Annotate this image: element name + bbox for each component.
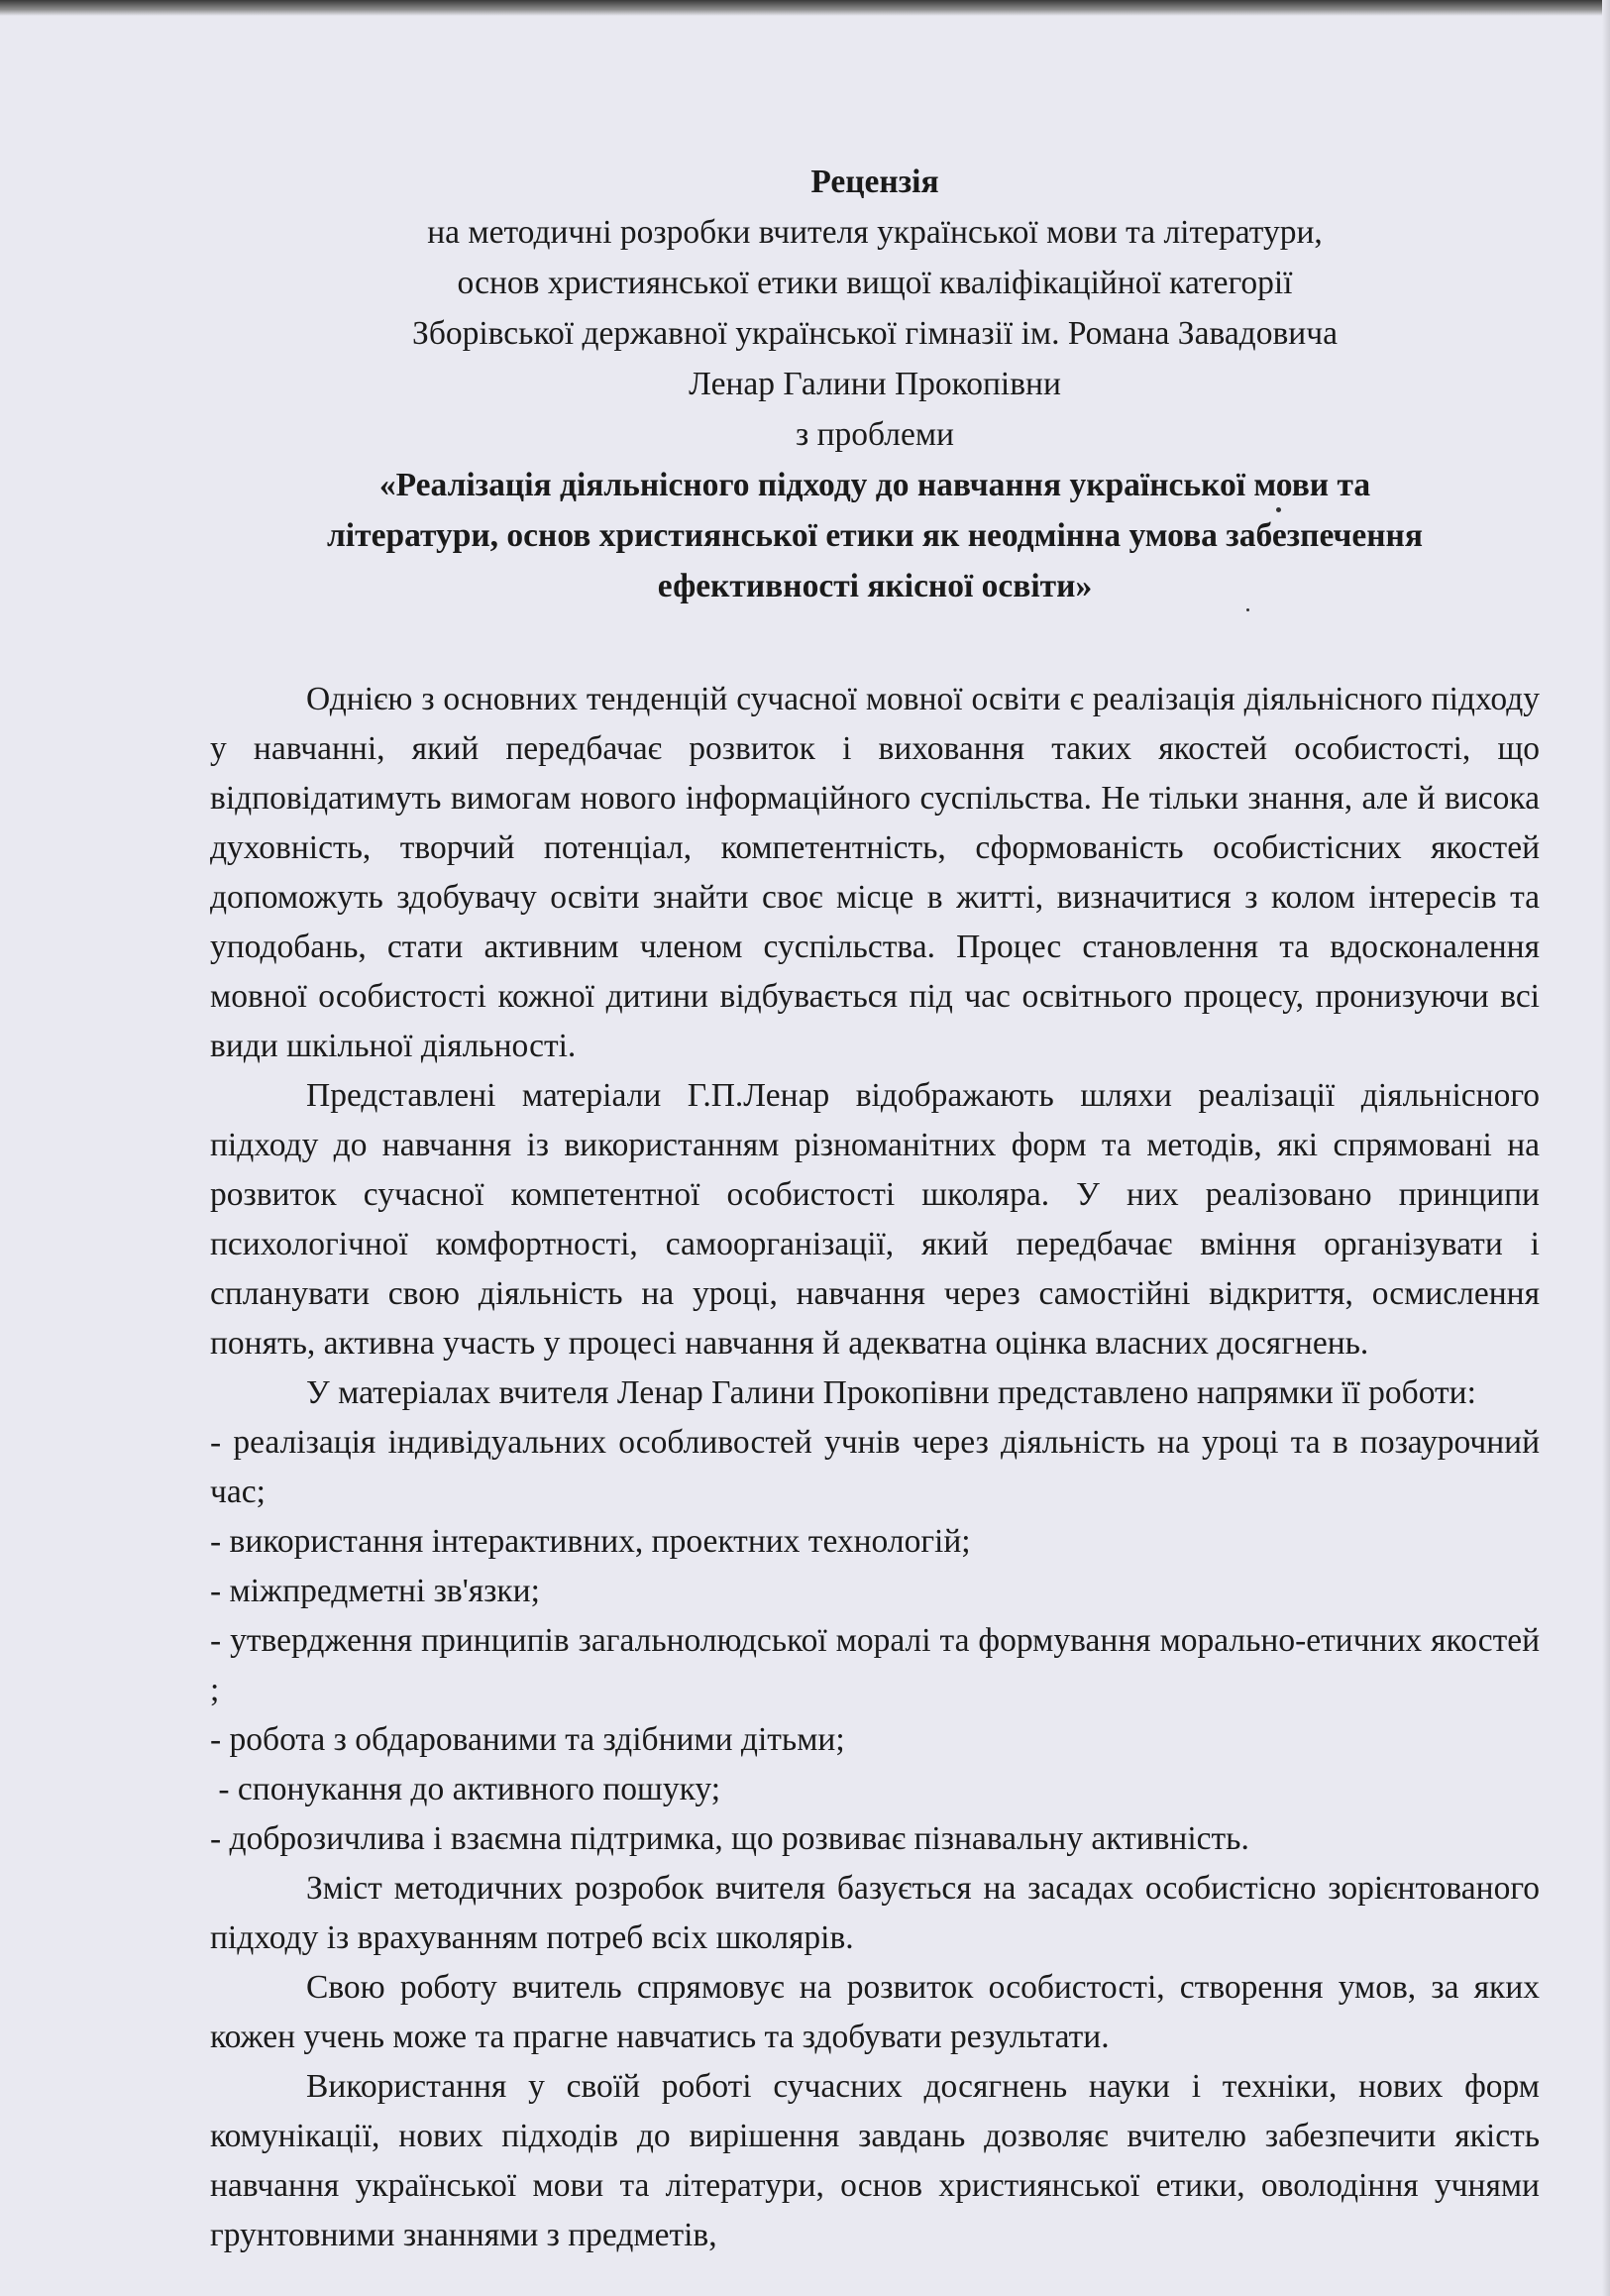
scan-speck xyxy=(1276,507,1281,512)
body-paragraph: Однією з основних тенденцій сучасної мовної освіти є реалізація діяльнісного підходу у навчанні, який передбачає розвиток і виховання таких якостей особистості, що відповідатимуть вимогам нового інформаційного суспільства. Не тільки знання, але й висока духовність, творчий потенціал, компетентність, сформованість особистісних якостей допоможуть здобувачу освіти знайти своє місце в житті, визначитися з колом інтересів та уподобань, стати активним членом суспільства. Процес становлення та вдосконалення мовної особистості кожної дитини відбувається під час освітнього процесу, пронизуючи всі види шкільної діяльності. xyxy=(210,681,1540,1064)
subtitle-line: основ християнської етики вищої кваліфікаційної категорії xyxy=(457,265,1293,301)
document-title: Рецензія xyxy=(810,164,939,200)
list-item: - реалізація індивідуальних особливостей учнів через діяльність на уроці та в позаурочний час; xyxy=(210,1424,1540,1510)
body-paragraph: Свою роботу вчитель спрямовує на розвиток особистості, створення умов, за яких кожен учень може та прагне навчатись та здобувати результати. xyxy=(210,1969,1540,2055)
body-paragraph: Використання у своїй роботі сучасних досягнень науки і техніки, нових форм комунікації, нових підходів до вирішення завдань дозволяє вчителю забезпечити якість навчання української мови та літератури, основ християнської етики, оволодіння учнями грунтовними знаннями з предметів, xyxy=(210,2068,1540,2253)
document-heading xyxy=(210,157,1540,611)
topic-line: літератури, основ християнської етики як неодмінна умова забезпечення xyxy=(327,517,1423,554)
list-item: - робота з обдарованими та здібними дітьми; xyxy=(210,1721,845,1758)
directions-list xyxy=(210,1418,1540,1864)
list-item: - спонукання до активного пошуку; xyxy=(210,1771,721,1807)
list-item: - утвердження принципів загальнолюдської моралі та формування морально-етичних якостей ; xyxy=(210,1622,1540,1708)
subtitle-line: Зборівської державної української гімназії ім. Романа Завадовича xyxy=(412,315,1338,352)
list-item: - міжпредметні зв'язки; xyxy=(210,1573,540,1609)
teacher-name: Ленар Галини Прокопівни xyxy=(689,366,1061,402)
list-item: - використання інтерактивних, проектних технологій; xyxy=(210,1523,971,1560)
topic-line: «Реалізація діяльнісного підходу до навчання української мови та xyxy=(378,467,1371,503)
subtitle-line: на методичні розробки вчителя української мови та літератури, xyxy=(427,214,1323,251)
body-paragraph: Представлені матеріали Г.П.Ленар відображають шляхи реалізації діяльнісного підходу до навчання із використанням різноманітних форм та методів, які спрямовані на розвиток сучасної компетентної особистості школяра. У них реалізовано принципи психологічної комфортності, самоорганізації, який передбачає вміння організувати і спланувати свою діяльність на уроці, навчання через самостійні відкриття, осмислення понять, активна участь у процесі навчання й адекватна оцінка власних досягнень. xyxy=(210,1077,1540,1362)
scan-top-edge xyxy=(0,0,1610,16)
scan-speck xyxy=(1246,608,1249,611)
review-document xyxy=(210,157,1540,2260)
body-paragraph: Зміст методичних розробок вчителя базується на засадах особистісно зорієнтованого підходу із врахуванням потреб всіх школярів. xyxy=(210,1870,1540,1956)
subtitle-line: з проблеми xyxy=(796,416,954,453)
scan-right-edge xyxy=(1602,0,1610,2296)
topic-line: ефективності якісної освіти» xyxy=(657,568,1093,604)
body-paragraph: У матеріалах вчителя Ленар Галини Прокопівни представлено напрямки її роботи: xyxy=(306,1374,1476,1411)
document-body xyxy=(210,675,1540,2260)
list-item: - доброзичлива і взаємна підтримка, що розвиває пізнавальну активність. xyxy=(210,1820,1249,1857)
